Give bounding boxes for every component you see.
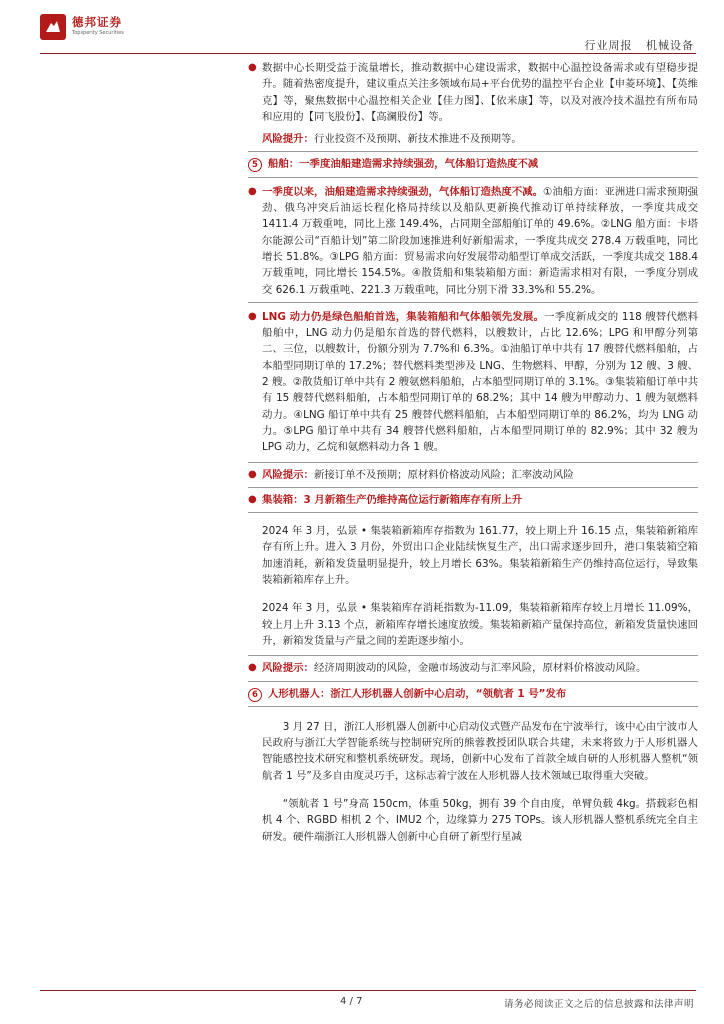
risk-note-3: [262, 660, 698, 676]
report-sector: 机械设备: [646, 39, 694, 52]
section-5-heading: [248, 156, 698, 172]
container-title: 集装箱：3 月新箱生产仍维持高位运行新箱库存有所上升: [262, 493, 523, 506]
bullet-icon: ●: [248, 62, 257, 73]
section-6-heading: [248, 686, 698, 702]
ship-body: ①油船方面：亚洲进口需求预期强劲、俄乌冲突后油运长程化格局持续以及船队更新换代推动订单持续释放，一季度共成交 1411.4 万载重吨，同比上涨 149.4%，占同期全部船舶订单的 49.6%。②LNG 船方面：卡塔尔能源公司“百船计划”第二阶段加速推进利好新船需求，一季度共成交 278.4 万载重吨，同比增长 51.8%。③LPG 船方面：贸易需求向好发展带动船型订单成交活跃，一季度共成交 188.4 万载重吨，同比增长 154.5%。④散货船和集装箱船方面：新造需求相对有限，一季度分别成交 626.1 万载重吨、221.3 万载重吨，同比分别下滑 33.3%和 55.2%。: [262, 185, 698, 296]
robot-para-1: 3 月 27 日，浙江人形机器人创新中心启动仪式暨产品发布在宁波举行，该中心由宁波市人民政府与浙江大学智能系统与控制研究所的熊蓉教授团队联合共建，未来将致力于人形机器人智能感控技术研究和整机系统研发。现场，创新中心发布了首款全域自研的人形机器人整机“领航者 1 号”及多自由度灵巧手，这标志着宁波在人形机器人技术领域已取得重大突破。: [262, 720, 698, 782]
risk-text-1: 行业投资不及预期、新技术推进不及预期等。: [313, 133, 522, 146]
risk-label-1: 风险提升：: [262, 133, 314, 146]
ship-text: [262, 184, 698, 298]
page-number: 4 / 7: [340, 996, 363, 1007]
section-5-title: 船舶：一季度油船建造需求持续强劲，气体船订造热度不减: [268, 158, 539, 171]
lng-text: [262, 309, 698, 456]
container-heading: [248, 492, 698, 508]
bullet-icon: ●: [248, 493, 257, 505]
risk-bullet-2: [248, 467, 698, 483]
robot-para-2: “领航者 1 号”身高 150cm，体重 50kg，拥有 39 个自由度，单臂负载 4kg。搭载彩色相机 4 个、RGBD 相机 2 个、IMU2 个，边缘算力 275 TOPs。该人形机器人整机系统完全自主研发。硬件端浙江人形机器人创新中心自研了新型行星减: [262, 797, 698, 843]
ship-bullet: [248, 184, 698, 298]
container-para-2: 2024 年 3 月，弘景 • 集装箱库存消耗指数为-11.09，集装箱新箱库存较上月增长 11.09%，较上月上升 3.13 个点，新箱库存增长速度放缓。集装箱新箱产量保持高位，新箱发货量快速回升，新箱发货量与产量之间的差距逐步缩小。: [262, 602, 698, 647]
lng-lead: LNG 动力仍是绿色船舶首选，集装箱船和气体船领先发展。: [262, 310, 545, 323]
section-number: 6: [248, 688, 262, 702]
risk-label-2: 风险提示：: [262, 468, 314, 481]
header-label: [585, 37, 695, 53]
logo-name-en: Topsperity Securities: [72, 30, 124, 36]
lng-body: 一季度新成交的 118 艘替代燃料船舶中，LNG 动力仍是船东首选的替代燃料，以艘数计，占比 12.6%；LPG 和甲醇分列第二、三位，以艘数计，份额分别为 7.7%和 6.3%。①油船订单中共有 17 艘替代燃料船舶，占本船型同期订单的 17.2%；替代燃料类型涉及 LNG、生物燃料、甲醇，分别为 12 艘、3 艘、2 艘。②散货船订单中共有 2 艘氨燃料船舶，占本船型同期订单的 3.1%。③集装箱船订单中共有 15 艘替代燃料船舶，占本船型同期订单的 68.2%；其中 14 艘为甲醇动力、1 艘为氨燃料动力。④LNG 船订单中共有 25 艘替代燃料船舶，占本船型同期订单的 86.2%，均为 LNG 动力。⑤LPG 船订单中共有 34 艘替代燃料船舶，占本船型同期订单的 82.9%；其中 32 艘为 LPG 动力，乙烷和氨燃料动力各 1 艘。: [262, 310, 698, 454]
logo-emblem-icon: [43, 17, 63, 37]
section-6-title: 人形机器人：浙江人形机器人创新中心启动，“领航者 1 号”发布: [268, 687, 567, 700]
footer-disclaimer: 请务必阅读正文之后的信息披露和法律声明: [503, 999, 694, 1010]
risk-label-3: 风险提示：: [262, 662, 314, 675]
footer-rule: [40, 990, 696, 991]
risk-bullet-3: [248, 660, 698, 676]
bullet-icon: ●: [248, 662, 257, 674]
header-rule: [40, 53, 696, 54]
datacenter-bullet: [248, 60, 698, 125]
risk-note-2: [262, 467, 698, 483]
report-type: 行业周报: [584, 39, 633, 52]
risk-note-1: [248, 131, 698, 147]
datacenter-text: 数据中心长期受益于流量增长，推动数据中心建设需求，数据中心温控设备需求或有望稳步提升。随着热密度提升，建议重点关注多领域布局+平台优势的温控平台企业【申菱环境】、【英维克】等，聚焦数据中心温控相关企业【佳力图】、【依米康】等，以及对液冷技术温控有所布局和应用的【同飞股份】、【高澜股份】等。: [262, 62, 698, 123]
lng-bullet: [248, 309, 698, 456]
bullet-icon: ●: [248, 310, 257, 322]
company-logo: [40, 14, 66, 40]
risk-text-2: 新接订单不及预期；原材料价格波动风险；汇率波动风险: [313, 468, 574, 481]
bullet-icon: ●: [248, 185, 257, 197]
bullet-icon: ●: [248, 468, 257, 480]
container-para-1: 2024 年 3 月，弘景 • 集装箱新箱库存指数为 161.77，较上期上升 16.15 点，集装箱新箱库存有所上升。进入 3 月份，外贸出口企业陆续恢复生产，出口需求逐步回升，港口集装箱空箱加速消耗，新箱发货量明显提升，较上月增长 63%。集装箱新箱生产仍维持高位运行，导致集装箱新箱库存上升。: [262, 525, 698, 587]
ship-lead: 一季度以来，油船建造需求持续强劲，气体船订造热度不减。: [262, 185, 543, 198]
section-number: 5: [248, 158, 262, 172]
main-content: [248, 60, 698, 845]
risk-text-3: 经济周期波动的风险，金融市场波动与汇率风险，原材料价格波动风险。: [313, 662, 647, 675]
logo-name-cn: 德邦证券: [72, 15, 122, 29]
